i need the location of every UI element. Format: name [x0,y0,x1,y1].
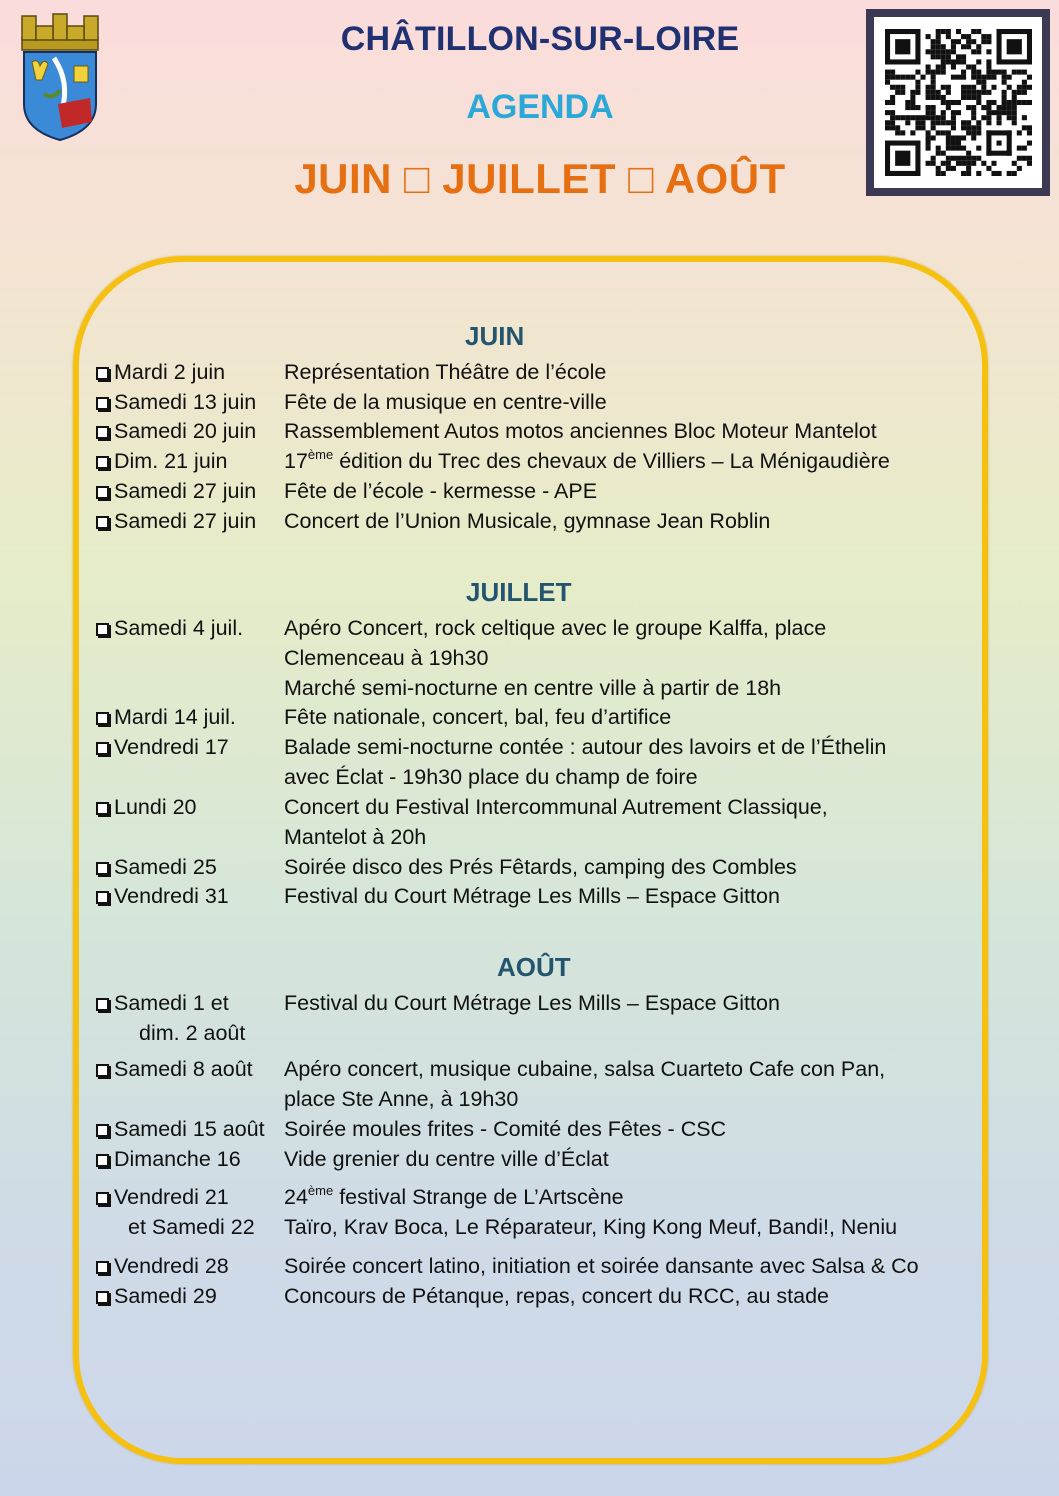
checkbox-icon [96,1064,109,1077]
event-description: Soirée concert latino, initiation et soirée dansante avec Salsa & Co [284,1254,919,1278]
qr-code-icon [885,29,1032,176]
months-title: JUIN □ JUILLET □ AOÛT [294,155,786,202]
checkbox-icon [96,862,109,875]
event-date: Lundi 20 [114,795,197,819]
checkbox-icon [96,456,109,469]
event-description: Taïro, Krav Boca, Le Réparateur, King Kong Meuf, Bandi!, Neniu [284,1215,898,1239]
event-description: Concert de l’Union Musicale, gymnase Jean Roblin [284,509,771,533]
checkbox-icon [96,1261,109,1274]
event-description: Fête de la musique en centre-ville [284,390,607,414]
event-date: Vendredi 17 [114,735,229,759]
event-description: Représentation Théâtre de l’école [284,360,607,384]
event-description: Concours de Pétanque, repas, concert du RCC, au stade [284,1284,829,1308]
event-description: Clemenceau à 19h30 [284,646,489,670]
event-description: Balade semi-nocturne contée : autour des lavoirs et de l’Éthelin [284,735,887,759]
event-date: Samedi 25 [114,855,217,879]
checkbox-icon [96,516,109,529]
event-date: Samedi 29 [114,1284,217,1308]
event-date: Samedi 20 juin [114,419,257,443]
event-description: Fête de l’école - kermesse - APE [284,479,598,503]
event-description: 24ème festival Strange de L’Artscène [284,1183,624,1209]
event-description: Vide grenier du centre ville d’Éclat [284,1147,609,1171]
event-date-continued: dim. 2 août [139,1021,246,1045]
section-title-aout: AOÛT [497,952,571,982]
qr-code [866,9,1050,196]
event-date: Vendredi 31 [114,884,229,908]
event-description: Marché semi-nocturne en centre ville à partir de 18h [284,676,782,700]
event-date: Samedi 4 juil. [114,616,244,640]
event-date: Dimanche 16 [114,1147,241,1171]
event-description: 17ème édition du Trec des chevaux de Villiers – La Ménigaudière [284,447,890,473]
event-description: Soirée moules frites - Comité des Fêtes - CSC [284,1117,727,1141]
event-date: Samedi 27 juin [114,479,257,503]
event-date: Vendredi 21 [114,1185,229,1209]
checkbox-icon [96,367,109,380]
event-date-continued: et Samedi 22 [128,1215,255,1239]
checkbox-icon [96,1192,109,1205]
checkbox-icon [96,742,109,755]
event-description: Festival du Court Métrage Les Mills – Espace Gitton [284,884,780,908]
town-title: CHÂTILLON-SUR-LOIRE [340,20,740,58]
coat-of-arms-icon [14,12,106,144]
checkbox-icon [96,426,109,439]
event-description: Apéro Concert, rock celtique avec le groupe Kalffa, place [284,616,827,640]
event-description: place Ste Anne, à 19h30 [284,1087,519,1111]
event-description: avec Éclat - 19h30 place du champ de foire [284,765,698,789]
event-date: Vendredi 28 [114,1254,229,1278]
event-date: Mardi 14 juil. [114,705,236,729]
event-date: Samedi 13 juin [114,390,257,414]
event-description: Soirée disco des Prés Fêtards, camping des Combles [284,855,797,879]
event-description: Mantelot à 20h [284,825,427,849]
event-date: Samedi 15 août [114,1117,265,1141]
checkbox-icon [96,397,109,410]
event-date: Samedi 8 août [114,1057,253,1081]
checkbox-icon [96,1291,109,1304]
checkbox-icon [96,1154,109,1167]
checkbox-icon [96,623,109,636]
event-description: Apéro concert, musique cubaine, salsa Cuarteto Cafe con Pan, [284,1057,886,1081]
agenda-title: AGENDA [466,88,614,126]
event-date: Samedi 1 et [114,991,229,1015]
section-title-juin: JUIN [465,321,525,351]
event-date: Samedi 27 juin [114,509,257,533]
section-title-juillet: JUILLET [466,577,572,607]
event-description: Concert du Festival Intercommunal Autrement Classique, [284,795,828,819]
checkbox-icon [96,802,109,815]
event-description: Fête nationale, concert, bal, feu d’artifice [284,705,672,729]
checkbox-icon [96,486,109,499]
event-description: Rassemblement Autos motos anciennes Bloc Moteur Mantelot [284,419,877,443]
event-date: Mardi 2 juin [114,360,226,384]
event-description: Festival du Court Métrage Les Mills – Espace Gitton [284,991,780,1015]
checkbox-icon [96,712,109,725]
checkbox-icon [96,891,109,904]
event-date: Dim. 21 juin [114,449,228,473]
checkbox-icon [96,998,109,1011]
checkbox-icon [96,1124,109,1137]
